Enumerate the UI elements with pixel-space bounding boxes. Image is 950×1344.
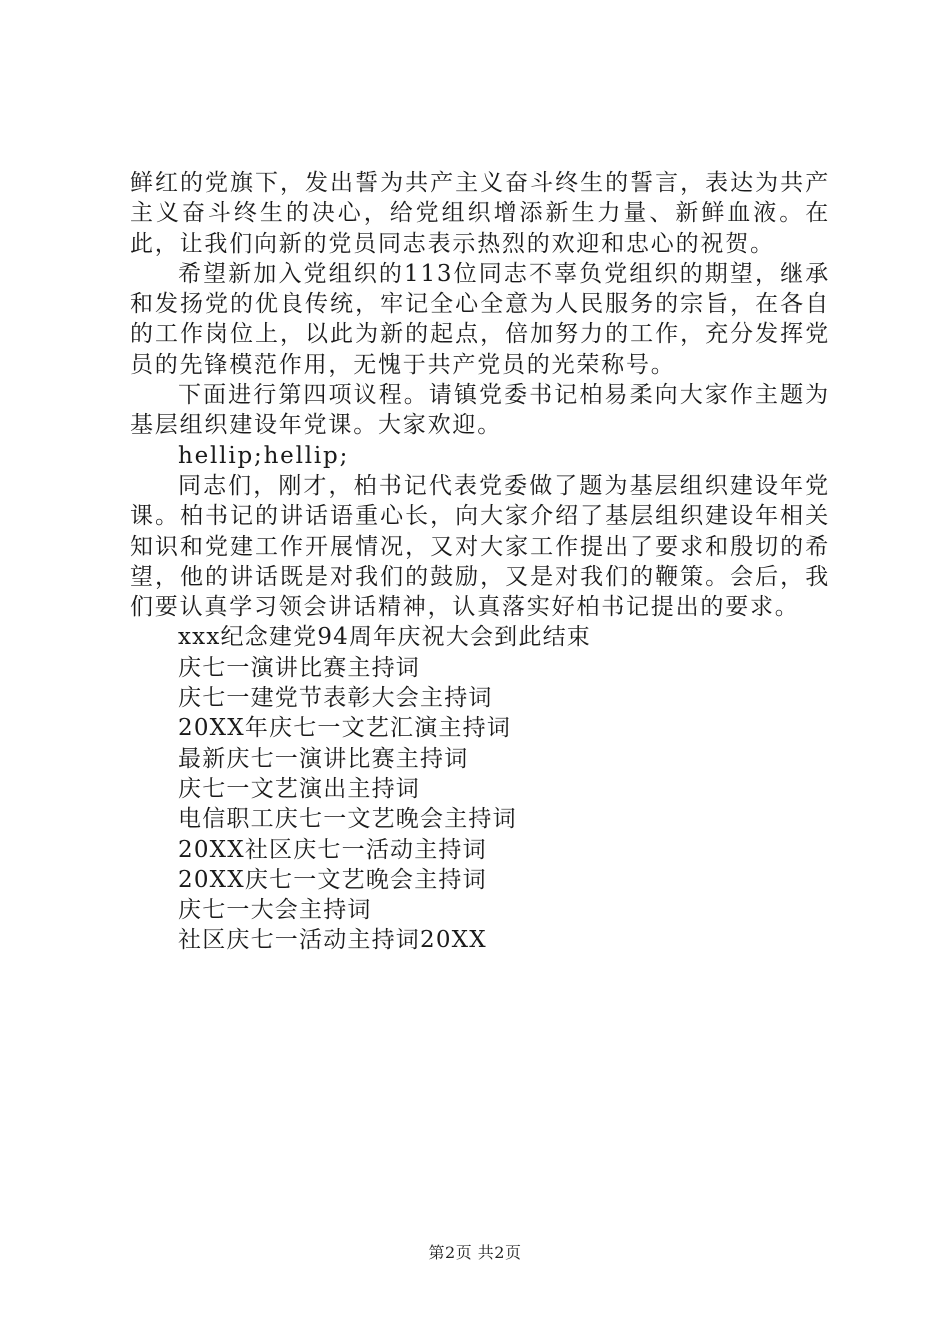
paragraph: 希望新加入党组织的113位同志不辜负党组织的期望，继承和发扬党的优良传统，牢记全心全意为人民服务的宗旨，在各自的工作岗位上，以此为新的起点，倍加努力的工作，充分发挥党员的先锋模范作用，无愧于共产党员的光荣称号。 [130,260,830,378]
closing-line: xxx纪念建党94周年庆祝大会到此结束 [178,624,591,651]
related-link-item: 社区庆七一活动主持词20XX [178,927,487,954]
related-link-item: 庆七一建党节表彰大会主持词 [178,685,493,712]
related-link-item: 庆七一演讲比赛主持词 [178,654,420,681]
document-body [130,168,830,956]
related-link-item: 20XX年庆七一文艺汇演主持词 [178,715,512,742]
related-link-item: 20XX庆七一文艺晚会主持词 [178,866,487,893]
paragraph: 同志们，刚才，柏书记代表党委做了题为基层组织建设年党课。柏书记的讲话语重心长，向大家介绍了基层组织建设年相关知识和党建工作开展情况，又对大家工作提出了要求和殷切的希望，他的讲话既是对我们的鼓励，又是对我们的鞭策。会后，我们要认真学习领会讲话精神，认真落实好柏书记提出的要求。 [130,472,830,621]
related-link-item: 20XX社区庆七一活动主持词 [178,836,487,863]
related-link-item: 庆七一文艺演出主持词 [178,775,420,802]
related-link-item: 电信职工庆七一文艺晚会主持词 [178,806,517,833]
paragraph: 鲜红的党旗下，发出誓为共产主义奋斗终生的誓言，表达为共产主义奋斗终生的决心，给党组织增添新生力量、新鲜血液。在此，让我们向新的党员同志表示热烈的欢迎和忠心的祝贺。 [130,170,830,257]
related-link-item: 庆七一大会主持词 [178,897,372,924]
paragraph: hellip;hellip; [178,442,350,469]
related-link-item: 最新庆七一演讲比赛主持词 [178,745,469,772]
paragraph: 下面进行第四项议程。请镇党委书记柏易柔向大家作主题为基层组织建设年党课。大家欢迎。 [130,382,830,439]
page-footer: 第2页 共2页 [428,1243,522,1262]
